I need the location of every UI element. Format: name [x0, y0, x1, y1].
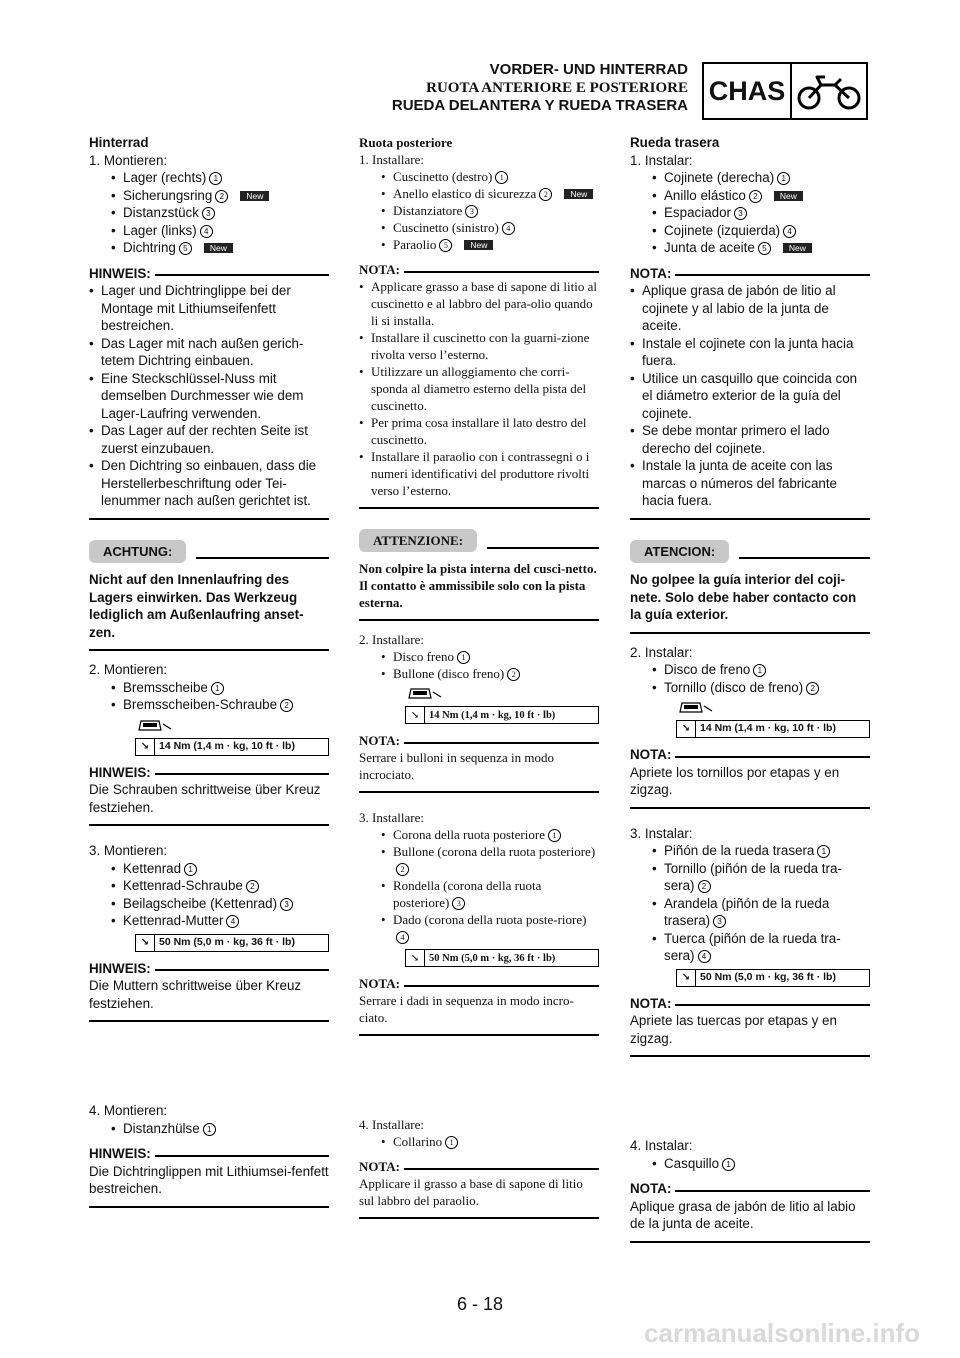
torque-value: 50 Nm (5,0 m · kg, 36 ft · lb) — [700, 970, 836, 983]
torque-wrench-icon: ↘ — [136, 935, 155, 951]
circled-number-icon: 1 — [722, 1158, 735, 1171]
note-text: Serrare i bulloni in sequenza in modo incrociato. — [359, 750, 554, 782]
circled-number-icon: 2 — [507, 668, 520, 681]
item-list — [359, 1133, 599, 1150]
item-list — [89, 860, 329, 930]
section-gap — [359, 1036, 599, 1116]
section-title: Hinterrad — [89, 135, 149, 150]
note-label: NOTA: — [630, 265, 672, 281]
note-end-rule — [630, 518, 870, 520]
item-label: Distanzstück — [123, 205, 199, 220]
item-label: Distanzhülse — [123, 1120, 200, 1136]
caution-heading — [89, 540, 329, 564]
note-text: Apriete las tuercas por etapas y en zigzag. — [630, 1013, 837, 1046]
note-end-rule — [89, 1206, 329, 1208]
header-title-de: VORDER- UND HINTERRAD — [489, 61, 688, 78]
note-item: • Utilice un casquillo que coincida con el diámetro exterior de la guía del cojinete. — [630, 370, 870, 423]
note-item: • Installare il cuscinetto con la guarni-zione rivolta verso l’esterno. — [359, 329, 599, 363]
note-end-rule — [359, 1217, 599, 1219]
item-list — [89, 1120, 329, 1138]
circled-number-icon: 1 — [445, 1136, 458, 1149]
step-heading: 1. Montieren: — [89, 152, 168, 168]
list-item — [111, 696, 329, 714]
circled-number-icon: 1 — [457, 651, 470, 664]
circled-number-icon: 2 — [246, 880, 259, 893]
note-heading — [630, 746, 870, 764]
caution-text: Non colpire la pista interna del cusci-netto. Il contatto è ammissibile solo con la pista esterna. — [359, 561, 597, 610]
note-heading — [89, 764, 329, 782]
note-item: • Se debe montar primero el lado derecho del cojinete. — [630, 422, 870, 457]
note-heading — [359, 261, 599, 278]
item-label: Lager (rechts) — [123, 170, 207, 185]
torque-spec — [676, 969, 870, 987]
item-label: Corona della ruota posteriore — [393, 827, 545, 842]
list-item — [652, 239, 870, 257]
step-heading: 3. Installare: — [359, 810, 424, 825]
item-label: Junta de aceite — [664, 240, 755, 255]
circled-number-icon: 2 — [698, 880, 711, 893]
item-label: Cojinete (derecha) — [664, 170, 775, 185]
item-label: Cuscinetto (sinistro) — [393, 220, 499, 235]
circled-number-icon: 1 — [777, 172, 790, 185]
list-item — [111, 239, 329, 257]
list-item — [111, 895, 329, 913]
caution-label: ACHTUNG: — [89, 540, 186, 564]
step-heading: 2. Installare: — [359, 632, 424, 647]
column-de — [89, 134, 329, 1208]
item-label: Cuscinetto (destro) — [393, 169, 493, 184]
circled-number-icon: 4 — [783, 225, 796, 238]
note-label: NOTA: — [630, 1181, 672, 1196]
list-item — [381, 843, 599, 877]
torque-spec — [405, 949, 599, 967]
list-item — [652, 187, 870, 205]
torque-spec — [405, 706, 599, 724]
caution-label: ATTENZIONE: — [359, 529, 477, 552]
list-item — [111, 860, 329, 878]
caution-end-rule — [630, 632, 870, 634]
list-item — [652, 679, 870, 697]
new-part-badge: New — [564, 189, 593, 199]
list-item — [652, 860, 870, 895]
circled-number-icon: 1 — [753, 664, 766, 677]
list-item — [381, 202, 599, 219]
threadlock-icon — [137, 718, 329, 734]
item-label: Disco de freno — [664, 662, 751, 677]
list-item — [111, 204, 329, 222]
item-label: Tuerca (piñón de la rueda tra-sera) — [664, 930, 841, 963]
step-heading: 2. Instalar: — [630, 644, 693, 660]
note-heading — [630, 265, 870, 283]
item-label: Lager (links) — [123, 222, 197, 238]
note-rule — [404, 742, 599, 744]
note-rule — [155, 274, 329, 276]
note-item: • Das Lager mit nach außen gerich-tetem Dichtring einbauen. — [89, 335, 329, 370]
section-gap — [630, 1057, 870, 1137]
list-item — [652, 1155, 870, 1173]
new-part-badge: New — [204, 243, 233, 253]
list-item — [652, 895, 870, 930]
item-label: Bullone (disco freno) — [393, 666, 505, 681]
torque-value: 14 Nm (1,4 m · kg, 10 ft · lb) — [429, 709, 556, 721]
note-label: NOTA: — [359, 976, 400, 991]
list-item — [381, 665, 599, 682]
item-label: Anillo elástico — [664, 187, 746, 203]
torque-value: 14 Nm (1,4 m · kg, 10 ft · lb) — [700, 722, 836, 735]
step-heading: 3. Instalar: — [630, 825, 693, 841]
note-item: • Eine Steckschlüssel-Nuss mit demselben Durchmesser wie dem Lager-Laufring verwenden. — [89, 370, 329, 423]
section-title: Rueda trasera — [630, 135, 720, 150]
item-label: Tornillo (disco de freno) — [664, 679, 804, 695]
note-heading — [359, 732, 599, 749]
list-item — [381, 1133, 599, 1150]
note-text: Die Muttern schrittweise über Kreuz festziehen. — [89, 978, 302, 1011]
circled-number-icon: 3 — [713, 915, 726, 928]
note-label: HINWEIS: — [89, 1146, 151, 1161]
note-item: • Per prima cosa installare il lato destro del cuscinetto. — [359, 414, 599, 448]
item-label: Collarino — [393, 1134, 443, 1149]
item-label: Tornillo (piñón de la rueda tra-sera) — [664, 860, 842, 893]
item-label: Dichtring — [123, 240, 176, 255]
circled-number-icon: 2 — [215, 190, 228, 203]
torque-spec — [135, 738, 329, 756]
item-list — [359, 168, 599, 253]
item-list — [89, 169, 329, 257]
item-label: Bremsscheibe — [123, 679, 208, 695]
item-list — [359, 826, 599, 945]
section-tab — [702, 62, 868, 120]
item-label: Rondella (corona della ruota posteriore) — [393, 878, 542, 910]
note-text: Die Schrauben schrittweise über Kreuz festziehen. — [89, 782, 321, 815]
column-it — [359, 134, 599, 1219]
note-item: • Instale la junta de aceite con las marcas o números del fabricante hacia fuera. — [630, 457, 870, 510]
motorcycle-icon — [792, 64, 866, 118]
torque-value: 14 Nm (1,4 m · kg, 10 ft · lb) — [159, 739, 295, 752]
note-label: NOTA: — [630, 995, 672, 1011]
list-item — [652, 222, 870, 240]
item-list — [89, 679, 329, 714]
note-heading — [630, 1180, 870, 1198]
circled-number-icon: 3 — [280, 898, 293, 911]
torque-value: 50 Nm (5,0 m · kg, 36 ft · lb) — [429, 952, 556, 964]
note-text: Apriete los tornillos por etapas y en zigzag. — [630, 764, 840, 797]
note-label: HINWEIS: — [89, 764, 151, 780]
note-end-rule — [630, 807, 870, 809]
list-item — [381, 826, 599, 843]
note-rule — [155, 1155, 329, 1157]
item-label: Kettenrad — [123, 860, 182, 876]
list-item — [111, 222, 329, 240]
circled-number-icon: 1 — [495, 171, 508, 184]
item-label: Dado (corona della ruota poste-riore) — [393, 912, 587, 927]
circled-number-icon: 1 — [203, 1123, 216, 1136]
header-title-es: RUEDA DELANTERA Y RUEDA TRASERA — [391, 97, 688, 114]
note-item: • Utilizzare un alloggiamento che corri-sponda al diametro esterno della pista del cuscinetto. — [359, 363, 599, 414]
caution-text: Nicht auf den Innenlaufring des Lagers einwirken. Das Werkzeug lediglich am Außenlaufring anset-zen. — [89, 572, 304, 640]
new-part-badge: New — [783, 243, 812, 253]
note-rule — [675, 1004, 870, 1006]
list-item — [111, 169, 329, 187]
step-heading: 1. Installare: — [359, 152, 424, 167]
circled-number-icon: 5 — [179, 242, 192, 255]
circled-number-icon: 4 — [226, 915, 239, 928]
caution-end-rule — [89, 649, 329, 651]
caution-rule — [487, 547, 599, 549]
note-heading — [89, 960, 329, 978]
note-rule — [675, 1190, 870, 1192]
new-part-badge: New — [464, 240, 493, 250]
item-label: Cojinete (izquierda) — [664, 222, 781, 238]
note-text: Applicare il grasso a base di sapone di litio sul labbro del paraolio. — [359, 1176, 583, 1208]
item-list — [630, 661, 870, 696]
note-label: NOTA: — [630, 747, 672, 762]
list-item — [381, 236, 599, 253]
header-title-it: RUOTA ANTERIORE E POSTERIORE — [426, 80, 688, 96]
item-label: Arandela (piñón de la rueda trasera) — [664, 895, 830, 928]
note-item: • Installare il paraolio con i contrassegni o i numeri identificativi del produttore rivolti verso l’esterno. — [359, 448, 599, 499]
watermark: carmanualsonline.info — [644, 1318, 920, 1348]
item-label: Casquillo — [664, 1155, 720, 1171]
note-text: Die Dichtringlippen mit Lithiumsei-fenfett bestreichen. — [89, 1163, 329, 1196]
item-label: Anello elastico di sicurezza — [393, 186, 537, 201]
caution-end-rule — [359, 619, 599, 621]
list-item — [652, 169, 870, 187]
section-title: Ruota posteriore — [359, 135, 453, 150]
list-item — [652, 930, 870, 965]
caution-label: ATENCION: — [630, 540, 729, 564]
caution-heading — [359, 529, 599, 552]
item-label: Kettenrad-Schraube — [123, 878, 243, 893]
note-label: HINWEIS: — [89, 265, 151, 281]
item-label: Distanziatore — [393, 203, 463, 218]
list-item — [652, 661, 870, 679]
torque-wrench-icon: ↘ — [677, 970, 696, 986]
item-list — [630, 169, 870, 257]
note-heading — [359, 1158, 599, 1175]
section-gap — [89, 1022, 329, 1102]
note-rule — [155, 773, 329, 775]
circled-number-icon: 4 — [396, 931, 409, 944]
circled-number-icon: 2 — [749, 190, 762, 203]
circled-number-icon: 1 — [817, 845, 830, 858]
caution-text: No golpee la guía interior del coji-nete. Solo debe haber contacto con la guía exterior. — [630, 572, 857, 622]
note-rule — [675, 274, 870, 276]
item-label: Bullone (corona della ruota posteriore) — [393, 844, 596, 859]
note-label: HINWEIS: — [89, 960, 151, 976]
note-text: Aplique grasa de jabón de litio al labio de la junta de aceite. — [630, 1198, 856, 1231]
note-heading — [89, 265, 329, 283]
step-heading: 3. Montieren: — [89, 843, 168, 858]
list-item — [111, 187, 329, 205]
new-part-badge: New — [240, 191, 269, 201]
note-end-rule — [359, 791, 599, 793]
list-item — [652, 204, 870, 222]
step-heading: 4. Montieren: — [89, 1103, 168, 1118]
threadlock-icon — [407, 686, 599, 702]
list-item — [381, 219, 599, 236]
note-rule — [155, 969, 329, 971]
list-item — [111, 877, 329, 895]
threadlock-icon — [678, 700, 870, 716]
note-list — [630, 282, 870, 510]
circled-number-icon: 1 — [209, 172, 222, 185]
circled-number-icon: 5 — [439, 239, 452, 252]
circled-number-icon: 2 — [806, 682, 819, 695]
item-label: Sicherungsring — [123, 187, 213, 203]
note-item: • Das Lager auf der rechten Seite ist zuerst einzubauen. — [89, 422, 329, 457]
note-label: NOTA: — [359, 262, 400, 277]
torque-spec — [135, 934, 329, 952]
note-rule — [404, 271, 599, 273]
torque-wrench-icon: ↘ — [406, 707, 425, 723]
circled-number-icon: 2 — [280, 699, 293, 712]
note-item: • Instale el cojinete con la junta hacia fuera. — [630, 335, 870, 370]
note-list — [89, 282, 329, 510]
item-list — [630, 842, 870, 965]
circled-number-icon: 3 — [452, 897, 465, 910]
note-item: • Aplique grasa de jabón de litio al cojinete y al labio de la junta de aceite. — [630, 282, 870, 335]
step-heading: 4. Instalar: — [630, 1138, 693, 1153]
column-es — [630, 134, 870, 1243]
circled-number-icon: 5 — [758, 242, 771, 255]
circled-number-icon: 1 — [184, 863, 197, 876]
item-label: Espaciador — [664, 205, 731, 220]
torque-wrench-icon: ↘ — [677, 721, 696, 737]
step-heading: 4. Installare: — [359, 1117, 424, 1132]
circled-number-icon: 2 — [539, 188, 552, 201]
circled-number-icon: 3 — [734, 207, 747, 220]
circled-number-icon: 4 — [200, 225, 213, 238]
list-item — [111, 912, 329, 930]
note-end-rule — [89, 824, 329, 826]
note-item: • Lager und Dichtringlippe bei der Montage mit Lithiumseifenfett bestreichen. — [89, 282, 329, 335]
circled-number-icon: 1 — [211, 682, 224, 695]
circled-number-icon: 2 — [396, 863, 409, 876]
note-rule — [404, 985, 599, 987]
torque-spec — [676, 720, 870, 738]
note-text: Serrare i dadi in sequenza in modo incro-ciato. — [359, 993, 574, 1025]
torque-value: 50 Nm (5,0 m · kg, 36 ft · lb) — [159, 935, 295, 948]
page-number: 6 - 18 — [456, 1294, 504, 1314]
circled-number-icon: 4 — [502, 222, 515, 235]
step-heading: 1. Instalar: — [630, 152, 693, 168]
note-rule — [675, 756, 870, 758]
list-item — [652, 842, 870, 860]
caution-heading — [630, 540, 870, 564]
item-label: Piñón de la rueda trasera — [664, 843, 815, 858]
caution-rule — [739, 557, 870, 559]
note-item: • Den Dichtring so einbauen, dass die Herstellerbeschriftung oder Tei-lenummer nach außen gerichtet ist. — [89, 457, 329, 510]
note-heading — [89, 1145, 329, 1163]
circled-number-icon: 3 — [465, 205, 478, 218]
note-list — [359, 278, 599, 499]
item-label: Kettenrad-Mutter — [123, 913, 224, 928]
circled-number-icon: 1 — [548, 829, 561, 842]
item-list — [630, 1155, 870, 1173]
list-item — [381, 185, 599, 202]
note-heading — [359, 975, 599, 992]
note-rule — [404, 1168, 599, 1170]
note-end-rule — [630, 1241, 870, 1243]
list-item — [111, 1120, 329, 1138]
item-label: Bremsscheiben-Schraube — [123, 697, 278, 712]
list-item — [381, 648, 599, 665]
note-label: NOTA: — [359, 1159, 400, 1174]
section-label: CHAS — [704, 64, 792, 118]
list-item — [111, 679, 329, 697]
list-item — [381, 911, 599, 945]
note-end-rule — [359, 507, 599, 509]
torque-wrench-icon: ↘ — [136, 739, 155, 755]
item-label: Disco freno — [393, 649, 455, 664]
note-item: • Applicare grasso a base di sapone di litio al cuscinetto e al labbro del para-olio quando li si installa. — [359, 278, 599, 329]
list-item — [381, 877, 599, 911]
item-label: Beilagscheibe (Kettenrad) — [123, 895, 278, 911]
item-list — [359, 648, 599, 682]
note-heading — [630, 995, 870, 1013]
list-item — [381, 168, 599, 185]
note-end-rule — [89, 518, 329, 520]
note-label: NOTA: — [359, 733, 400, 748]
step-heading: 2. Montieren: — [89, 662, 168, 677]
item-label: Paraolio — [393, 237, 437, 252]
caution-rule — [196, 557, 329, 559]
torque-wrench-icon: ↘ — [406, 950, 425, 966]
circled-number-icon: 4 — [698, 950, 711, 963]
circled-number-icon: 3 — [202, 207, 215, 220]
new-part-badge: New — [774, 191, 803, 201]
